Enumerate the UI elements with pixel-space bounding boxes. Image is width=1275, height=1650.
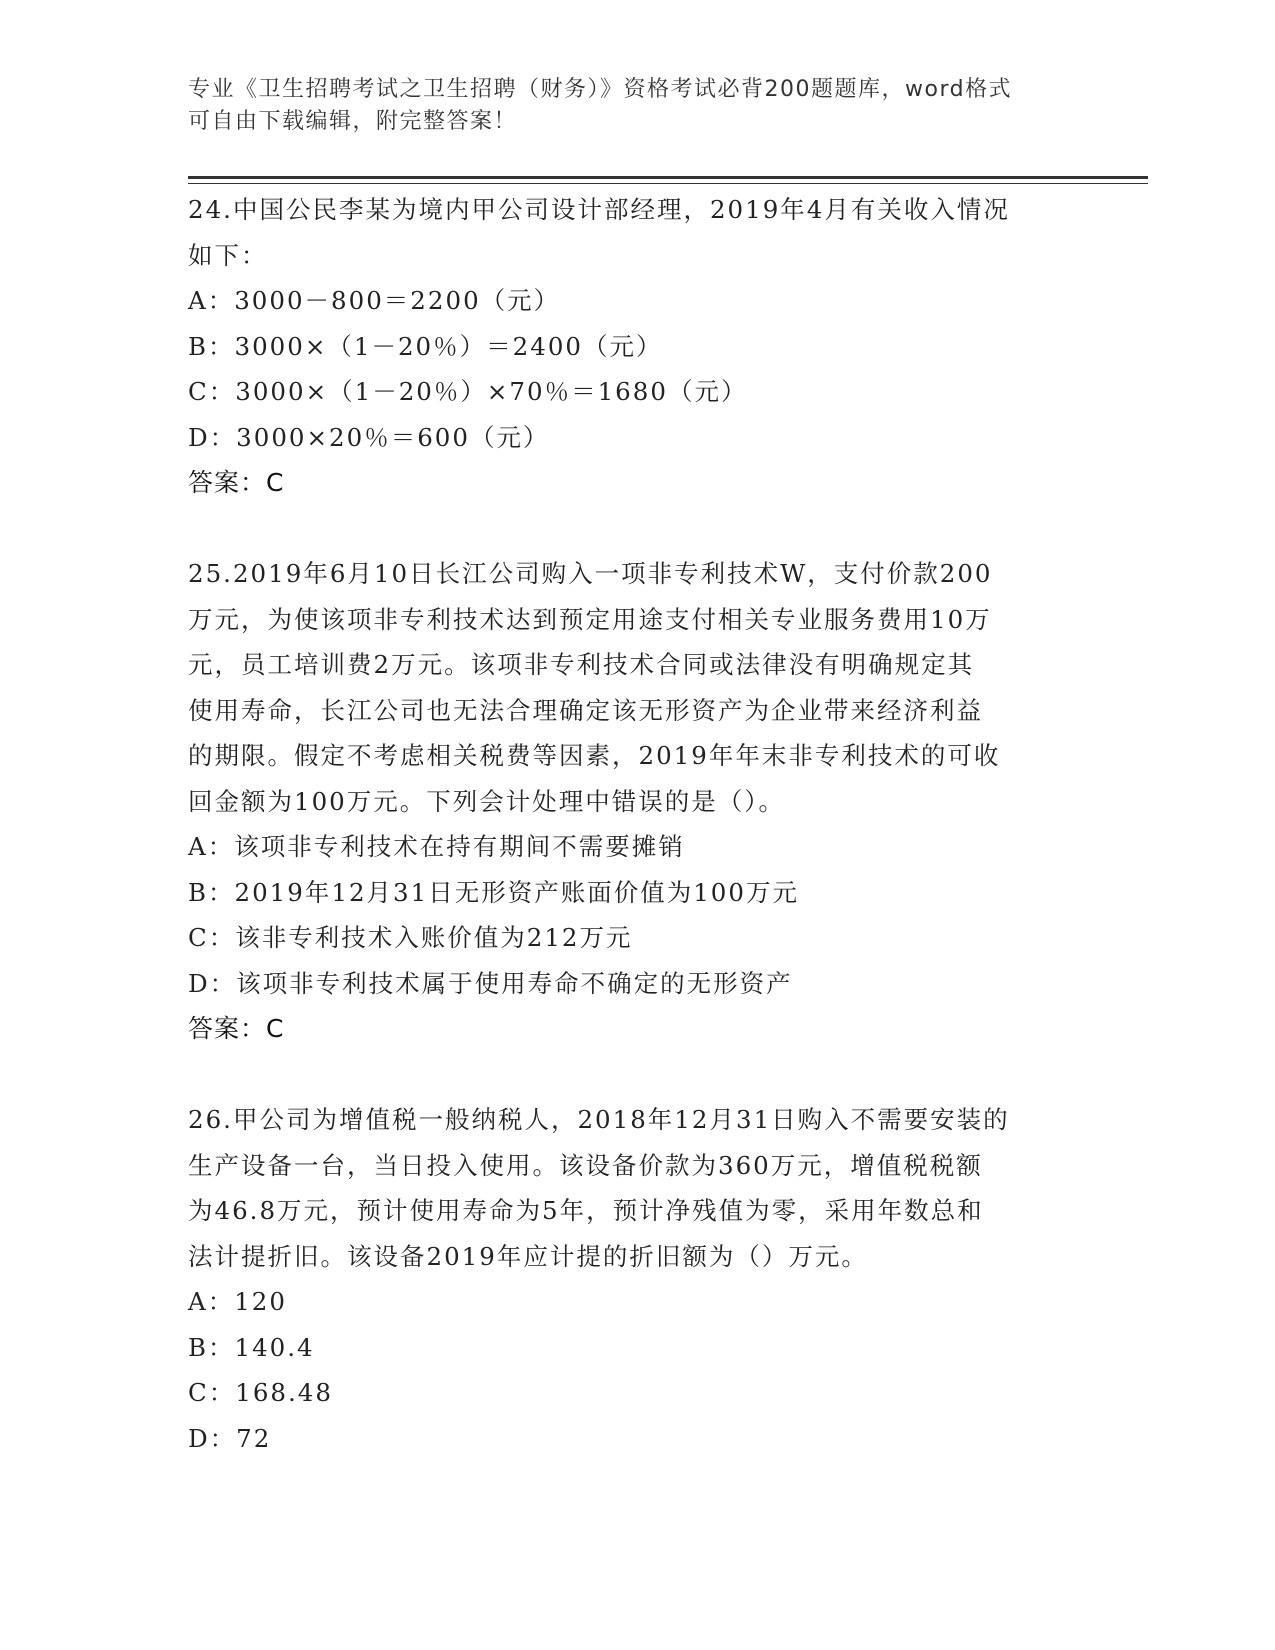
option-b: B：3000×（1－20％）＝2400（元）	[188, 331, 663, 361]
question-24	[188, 187, 1088, 506]
question-text-line: 24.中国公民李某为境内甲公司设计部经理，2019年4月有关收入情况	[188, 195, 1010, 224]
question-text-line: 法计提折旧。该设备2019年应计提的折旧额为（）万元。	[188, 1241, 868, 1271]
option-a: A：120	[188, 1287, 287, 1316]
option-d: D：3000×20％＝600（元）	[188, 422, 550, 452]
document-body	[188, 187, 1088, 1507]
option-d: D：该项非专利技术属于使用寿命不确定的无形资产	[188, 968, 793, 998]
option-a: A：3000－800＝2200（元）	[188, 286, 561, 315]
option-d: D：72	[188, 1423, 272, 1453]
option-c: C：3000×（1－20％）×70％＝1680（元）	[188, 377, 748, 406]
question-text-line: 26.甲公司为增值税一般纳税人，2018年12月31日购入不需要安装的	[188, 1105, 1010, 1134]
answer-line: 答案：C	[188, 468, 285, 497]
question-text-line: 的期限。假定不考虑相关税费等因素，2019年年末非专利技术的可收	[188, 741, 1001, 770]
answer-line: 答案：C	[188, 1014, 285, 1043]
question-text-line: 使用寿命，长江公司也无法合理确定该无形资产为企业带来经济利益	[188, 695, 983, 725]
option-c: C：168.48	[188, 1378, 333, 1407]
question-text-line: 生产设备一台，当日投入使用。该设备价款为360万元，增值税税额	[188, 1150, 983, 1180]
option-a: A：该项非专利技术在持有期间不需要摊销	[188, 832, 685, 861]
header-divider-thin	[188, 183, 1148, 184]
question-25	[188, 551, 1088, 1052]
header-line: 专业《卫生招聘考试之卫生招聘（财务）》资格考试必背200题题库，word格式	[188, 77, 1013, 102]
question-text-line: 回金额为100万元。下列会计处理中错误的是（）。	[188, 786, 786, 816]
header-line: 可自由下载编辑，附完整答案！	[188, 109, 518, 134]
question-text-line: 如下：	[188, 240, 268, 270]
question-text-line: 元，员工培训费2万元。该项非专利技术合同或法律没有明确规定其	[188, 650, 975, 679]
option-c: C：该非专利技术入账价值为212万元	[188, 923, 633, 952]
header-divider-thick	[188, 176, 1148, 179]
question-text-line: 万元，为使该项非专利技术达到预定用途支付相关专业服务费用10万	[188, 604, 992, 634]
question-text-line: 25.2019年6月10日长江公司购入一项非专利技术W，支付价款200	[188, 559, 993, 588]
question-26	[188, 1097, 1088, 1461]
option-b: B：2019年12月31日无形资产账面价值为100万元	[188, 877, 799, 907]
document-header	[188, 74, 1088, 138]
question-text-line: 为46.8万元，预计使用寿命为5年，预计净残值为零，采用年数总和	[188, 1196, 984, 1225]
option-b: B：140.4	[188, 1332, 315, 1362]
